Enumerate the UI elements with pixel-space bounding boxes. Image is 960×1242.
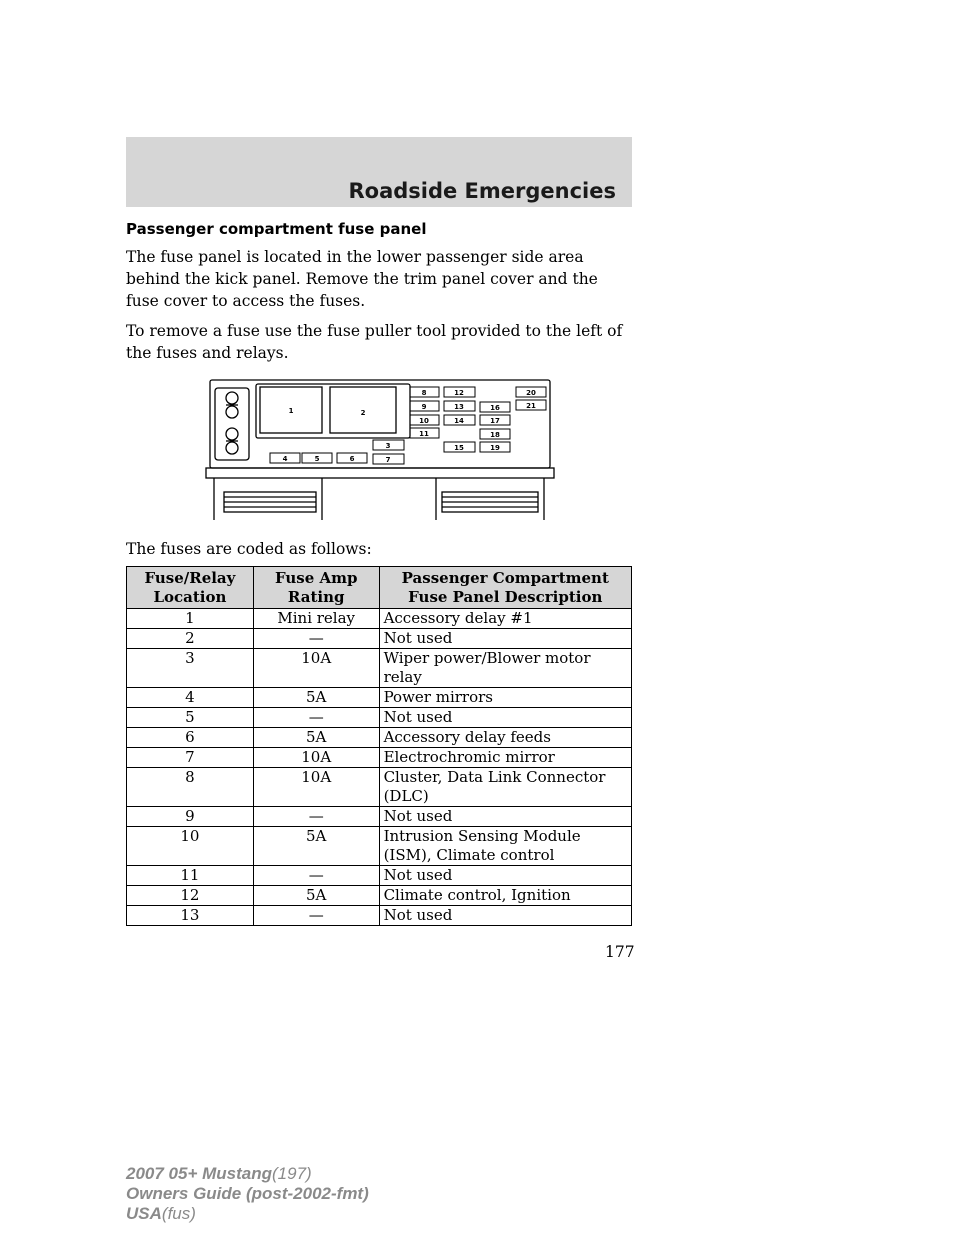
footer-model-code: (197) — [272, 1164, 312, 1183]
fuse-label-15: 15 — [454, 444, 464, 452]
cell-description: Not used — [379, 708, 631, 728]
cell-location: 10 — [127, 827, 254, 866]
fuse-label-21: 21 — [526, 402, 536, 410]
relay-label-2: 2 — [360, 409, 366, 417]
fuse-label-9: 9 — [421, 403, 427, 411]
fuse-blocks — [270, 387, 546, 464]
cell-rating: Mini relay — [253, 609, 379, 629]
cell-location: 5 — [127, 708, 254, 728]
header-amp-rating: Fuse Amp Rating — [253, 567, 379, 609]
fuse-label-16: 16 — [490, 404, 500, 412]
fuse-label-18: 18 — [490, 431, 500, 439]
fuse-label-6: 6 — [349, 455, 355, 463]
paragraph-removal: To remove a fuse use the fuse puller tool provided to the left of the fuses and relays. — [126, 322, 623, 362]
table-row — [127, 728, 632, 748]
cell-rating: — — [253, 906, 379, 926]
cell-rating: — — [253, 866, 379, 886]
fuse-label-8: 8 — [421, 389, 427, 397]
cell-location: 1 — [127, 609, 254, 629]
cell-rating: — — [253, 629, 379, 649]
paragraph-coded: The fuses are coded as follows: — [126, 540, 372, 558]
table-row — [127, 688, 632, 708]
cell-description: Wiper power/Blower motor relay — [379, 649, 631, 688]
fuse-label-10: 10 — [419, 417, 429, 425]
table-row — [127, 827, 632, 866]
cell-location: 11 — [127, 866, 254, 886]
cell-rating: 5A — [253, 688, 379, 708]
fuse-label-7: 7 — [385, 456, 391, 464]
footer — [126, 1164, 369, 1224]
header-title: Roadside Emergencies — [348, 179, 616, 203]
cell-description: Not used — [379, 807, 631, 827]
table-row — [127, 708, 632, 728]
fuse-label-5: 5 — [314, 455, 320, 463]
table-row — [127, 629, 632, 649]
cell-rating: 10A — [253, 748, 379, 768]
header-location: Fuse/Relay Location — [127, 567, 254, 609]
cell-location: 13 — [127, 906, 254, 926]
fuse-label-12: 12 — [454, 389, 464, 397]
footer-model: 2007 05+ Mustang — [126, 1164, 272, 1183]
table-row — [127, 906, 632, 926]
cell-location: 2 — [127, 629, 254, 649]
fuse-table — [126, 566, 632, 926]
footer-guide: Owners Guide (post-2002-fmt) — [126, 1184, 369, 1203]
table-header-row — [127, 567, 632, 609]
table-row — [127, 886, 632, 906]
table-row — [127, 609, 632, 629]
cell-description: Accessory delay feeds — [379, 728, 631, 748]
cell-description: Accessory delay #1 — [379, 609, 631, 629]
table-row — [127, 866, 632, 886]
fuse-label-3: 3 — [385, 442, 391, 450]
fuse-panel-diagram — [204, 376, 558, 526]
cell-description: Not used — [379, 906, 631, 926]
cell-rating: — — [253, 807, 379, 827]
fuse-label-13: 13 — [454, 403, 464, 411]
header-bar — [126, 137, 632, 207]
fuse-label-11: 11 — [419, 430, 429, 438]
table-row — [127, 807, 632, 827]
cell-description: Not used — [379, 629, 631, 649]
mounting-rail — [206, 468, 554, 478]
cell-description: Intrusion Sensing Module (ISM), Climate control — [379, 827, 631, 866]
cell-rating: 10A — [253, 768, 379, 807]
cell-description: Cluster, Data Link Connector (DLC) — [379, 768, 631, 807]
cell-location: 3 — [127, 649, 254, 688]
fuse-label-19: 19 — [490, 444, 500, 452]
cell-location: 8 — [127, 768, 254, 807]
cell-location: 9 — [127, 807, 254, 827]
cell-location: 4 — [127, 688, 254, 708]
section-heading: Passenger compartment fuse panel — [126, 220, 427, 238]
cell-rating: 5A — [253, 886, 379, 906]
cell-location: 7 — [127, 748, 254, 768]
header-description: Passenger Compartment Fuse Panel Description — [379, 567, 631, 609]
cell-description: Climate control, Ignition — [379, 886, 631, 906]
relay-label-1: 1 — [288, 407, 294, 415]
table-row — [127, 748, 632, 768]
cell-description: Electrochromic mirror — [379, 748, 631, 768]
cell-description: Not used — [379, 866, 631, 886]
footer-market-code: (fus) — [161, 1204, 196, 1223]
paragraph-location: The fuse panel is located in the lower passenger side area behind the kick panel. Remove the trim panel cover and the fuse cover to access the fuses. — [126, 248, 598, 310]
footer-market: USA — [126, 1204, 162, 1223]
cell-rating: 5A — [253, 827, 379, 866]
cell-rating: — — [253, 708, 379, 728]
table-row — [127, 768, 632, 807]
table-row — [127, 649, 632, 688]
cell-rating: 10A — [253, 649, 379, 688]
fuse-label-17: 17 — [490, 417, 500, 425]
fuse-label-4: 4 — [282, 455, 288, 463]
fuse-label-20: 20 — [526, 389, 536, 397]
fuse-label-14: 14 — [454, 417, 464, 425]
cell-description: Power mirrors — [379, 688, 631, 708]
cell-location: 12 — [127, 886, 254, 906]
page-number: 177 — [605, 943, 635, 961]
fuse-puller-tool — [215, 388, 249, 460]
cell-location: 6 — [127, 728, 254, 748]
cell-rating: 5A — [253, 728, 379, 748]
